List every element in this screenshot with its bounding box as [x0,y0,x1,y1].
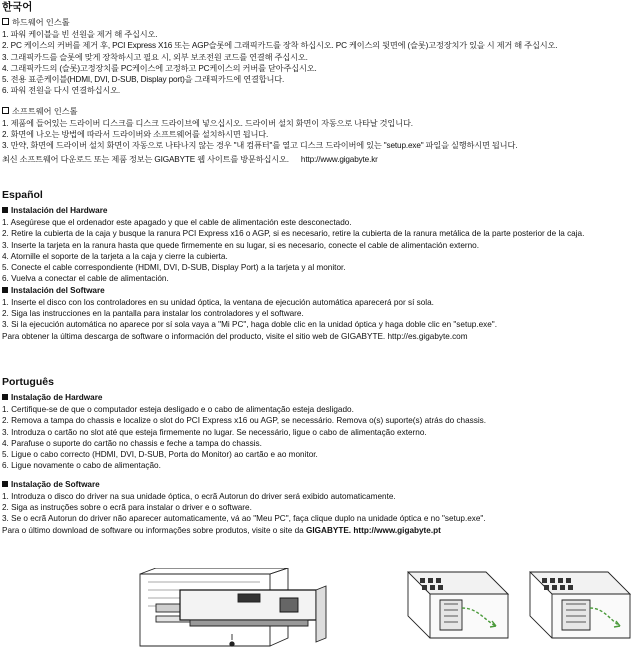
square-bullet-icon [2,107,9,114]
list-item: 2. Retire la cubierta de la caja y busque la ranura PCI Express x16 o AGP, si es necesario, retire la cubierta de la ranura metálica de la parte posterior de la caja. [2,229,585,239]
korean-hardware-list [2,29,640,97]
list-item: 1. Inserte el disco con los controladores en su unidad óptica, la ventana de ejecución automática aparecerá por sí sola. [2,297,434,307]
portuguese-section [2,376,640,536]
korean-hardware-title [2,17,640,29]
portuguese-heading: Português [2,376,54,388]
list-item: 4. Atornille el soporte de la tarjeta a la caja y cierre la cubierta. [2,251,228,261]
list-item: 3. 그래픽카드를 슬롯에 맞게 장착하시고 필요 시, 외부 보조전원 코드를 연결해 주십시오. [2,52,308,62]
spanish-footer: Para obtener la última descarga de software o información del producto, visite el sitio web de GIGABYTE. http://es.gigabyte.com [2,331,468,341]
square-bullet-icon [2,18,9,25]
portuguese-software-title-text: Instalação de Software [11,479,100,489]
spanish-software-list [2,297,640,331]
square-bullet-icon [2,287,8,293]
portuguese-hardware-title-text: Instalação de Hardware [11,393,103,402]
square-bullet-icon [2,207,8,213]
list-item: 3. Introduza o cartão no slot até que esteja firmemente no lugar. Se necessário, ligue o cabo de alimentação externo. [2,427,427,437]
list-item: 2. 화면에 나오는 방법에 따라서 드라이버와 소프트웨어를 설치하시면 됩니다. [2,130,269,140]
list-item: 4. 그래픽카드의 (슬롯)고정장치를 PC케이스에 고정하고 PC케이스의 커버를 닫아주십시오. [2,63,317,73]
card-install-illustration [120,568,342,648]
list-item: 6. Vuelva a conectar el cable de alimentación. [2,274,169,284]
list-item: 4. Parafuse o suporte do cartão no chassis e feche a tampa do chassis. [2,438,262,448]
korean-hardware-title-text: 하드웨어 인스톨 [12,18,70,27]
portuguese-hardware-title [2,392,640,404]
list-item: 1. 제품에 들어있는 드라이버 디스크를 디스크 드라이브에 넣으십시오. 드라이버 설치 화면이 자동으로 나타날 것입니다. [2,118,413,128]
list-item: 3. Se o ecrã Autorun do driver não aparecer automaticamente, vá ao "Meu PC", faça clique duplo na unidade óptica e no "setup.exe". [2,514,486,524]
list-item: 3. 만약, 화면에 드라이버 설치 화면이 자동으로 나타나지 않는 경우 "내 컴퓨터"를 열고 디스크 드라이버에 있는 "setup.exe" 파일을 실행하시면 됩니다. [2,141,518,151]
list-item: 2. Siga las instrucciones en la pantalla para instalar los controladores y el software. [2,309,304,319]
portuguese-footer-text: Para o último download de software ou informações sobre produtos, visite o site da [2,525,304,535]
portuguese-software-title [2,479,640,491]
spanish-heading: Español [2,189,43,201]
korean-footer-text: 최신 소프트웨어 다운로드 또는 제품 정보는 GIGABYTE 웹 사이트를 방문하십시오. [2,154,289,164]
portuguese-software-list [2,491,640,525]
korean-section [2,1,640,165]
spanish-software-title-text: Instalación del Software [11,285,105,295]
list-item: 6. 파워 전원을 다시 연결하십시오. [2,86,121,96]
portuguese-hardware-list [2,404,640,472]
list-item: 2. Remova a tampa do chassis e localize o slot do PCI Express x16 ou AGP, se necessário. Remova o(s) suporte(s) atrás do chassis. [2,416,487,426]
list-item: 6. Ligue novamente o cabo de alimentação. [2,461,161,471]
power-connector-illustration-right [520,568,638,648]
list-item: 1. Introduza o disco do driver na sua unidade óptica, o ecrã Autorun do driver será exibido automaticamente. [2,491,396,501]
korean-software-list [2,118,640,152]
spanish-software-title [2,285,640,297]
korean-footer-url[interactable]: http://www.gigabyte.kr [300,154,378,164]
power-connector-illustration-left [400,568,515,648]
spanish-hardware-list [2,217,640,285]
spanish-section [2,189,640,342]
list-item: 2. PC 케이스의 커버를 제거 후, PCI Express X16 또는 AGP슬롯에 그래픽카드를 장착 하십시오. PC 케이스의 뒷면에 (슬롯)고정장치가 있을 시 제거 해 주십시오. [2,41,558,51]
list-item: 3. Si la ejecución automática no aparece por sí sola vaya a "Mi PC", haga doble clic en la unidad óptica y haga doble clic en "setup.exe". [2,320,497,330]
spanish-hardware-title [2,205,640,217]
spanish-hardware-title-text: Instalación del Hardware [11,206,108,215]
square-bullet-icon [2,394,8,400]
list-item: 5. Ligue o cabo correcto (HDMI, DVI, D-SUB, Porta do Monitor) ao cartão e ao monitor. [2,450,318,460]
list-item: 5. Conecte el cable correspondiente (HDMI, DVI, D-SUB, Display Port) a la tarjeta y al monitor. [2,263,346,273]
list-item: 1. 파워 케이블을 빈 선원을 제거 해 주십시오. [2,30,158,39]
portuguese-footer-brand: GIGABYTE. [306,525,352,535]
korean-software-title-text: 소프트웨어 인스톨 [12,106,78,116]
portuguese-footer [2,525,640,536]
list-item: 2. Siga as instruções sobre o ecrã para instalar o driver e o software. [2,503,252,513]
list-item: 1. Certifique-se de que o computador esteja desligado e o cabo de alimentação esteja desligado. [2,405,354,414]
korean-footer [2,154,640,165]
square-bullet-icon [2,481,8,487]
list-item: 3. Inserte la tarjeta en la ranura hasta que quede firmemente en su lugar, si es necesario, conecte el cable de alimentación externo. [2,240,479,250]
portuguese-footer-url[interactable]: http://www.gigabyte.pt [353,525,441,535]
korean-software-title [2,106,640,118]
korean-heading: 한국어 [2,1,33,13]
list-item: 1. Asegúrese que el ordenador este apagado y que el cable de alimentación este desconectado. [2,218,352,227]
list-item: 5. 전용 표준케이블(HDMI, DVI, D-SUB, Display port)을 그래픽카드에 연결합니다. [2,75,285,85]
